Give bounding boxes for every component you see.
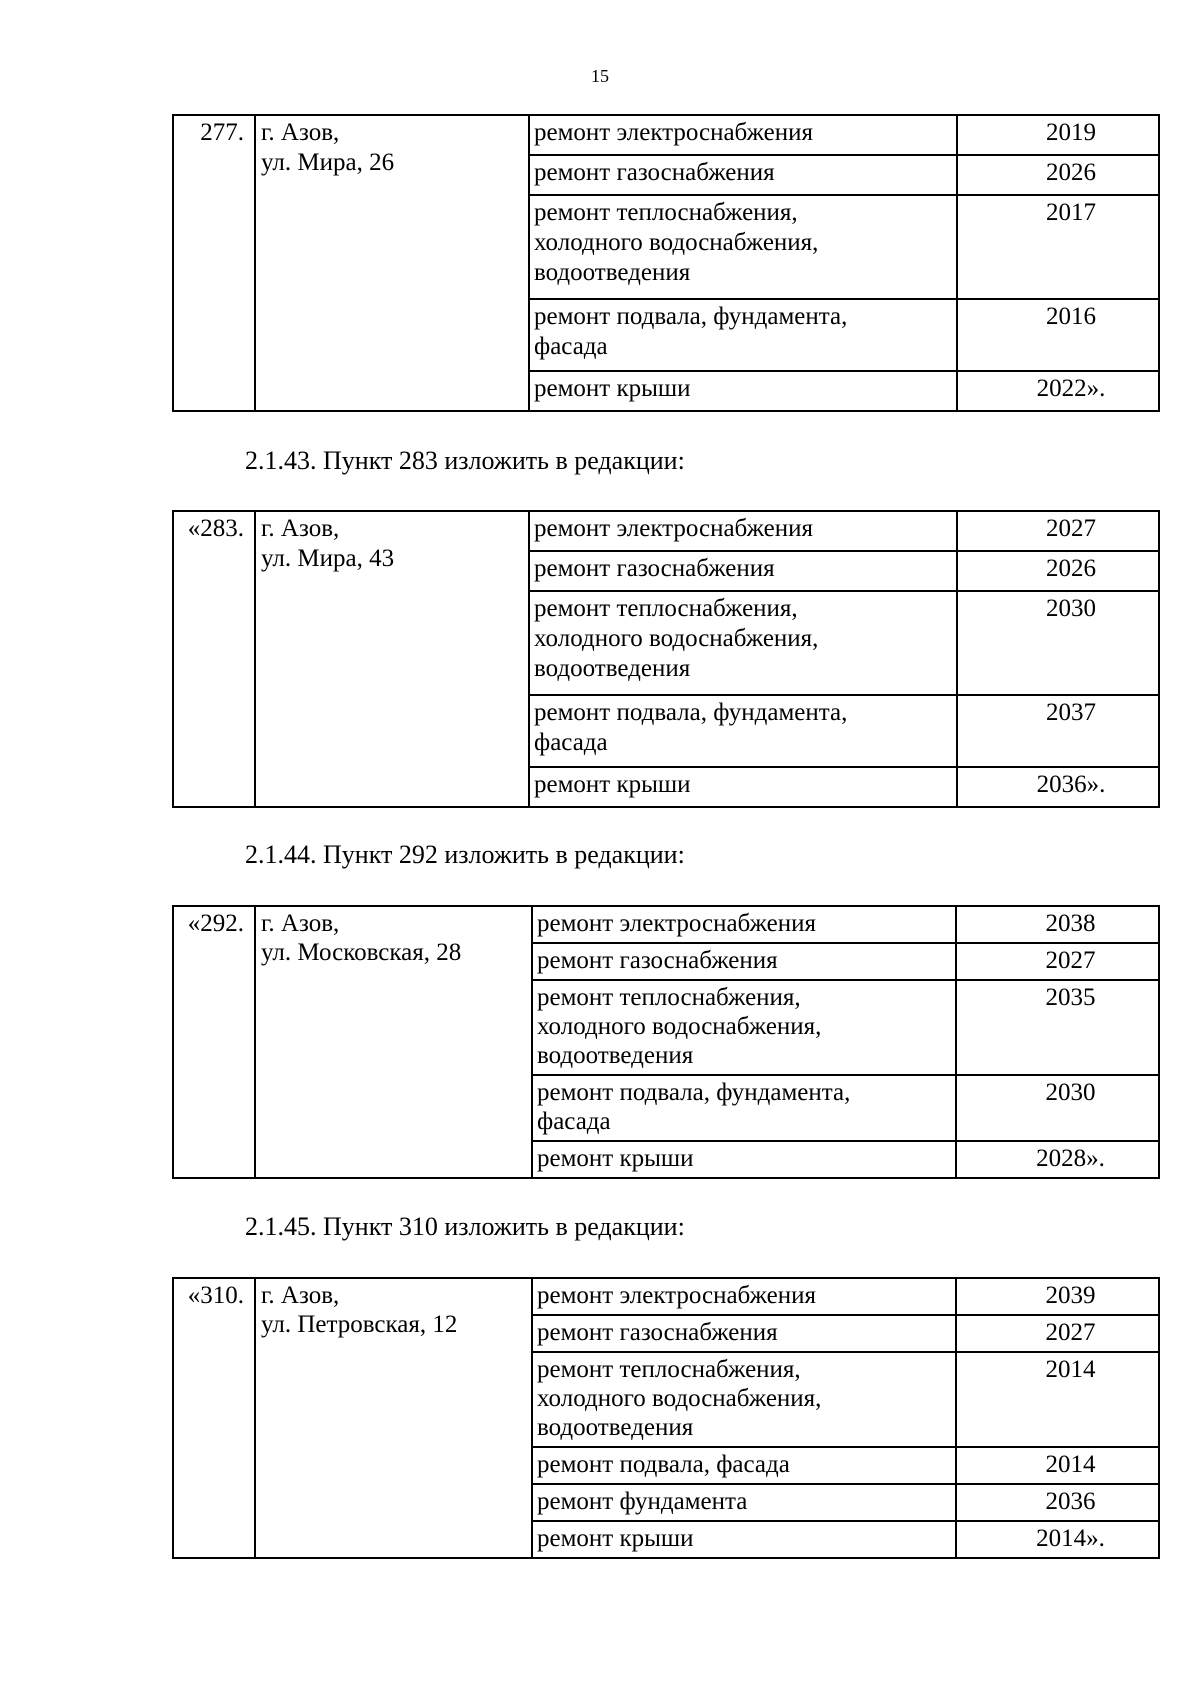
address-line: г. Азов, [261,515,340,542]
work-type-line: ремонт подвала, фундамента, [534,699,848,726]
work-type-cell [529,511,957,551]
work-type-line: ремонт электроснабжения [537,910,816,937]
table-row [173,906,1159,943]
year-cell: 2035 [956,980,1159,1075]
work-type-cell [532,943,956,980]
work-type-cell [532,1521,956,1558]
repair-schedule-table [172,1277,1160,1559]
work-type-cell [532,1352,956,1447]
work-type-cell [529,695,957,767]
work-type-line: ремонт подвала, фундамента, [537,1079,851,1106]
work-type-line: водоотведения [537,1414,694,1441]
section-heading: 2.1.45. Пункт 310 изложить в редакции: [245,1212,685,1241]
year-cell: 2036 [956,1484,1159,1521]
work-type-line: ремонт теплоснабжения, [537,984,801,1011]
address-line: ул. Московская, 28 [261,939,462,966]
work-type-cell [529,767,957,807]
work-type-cell [529,299,957,371]
work-type-line: ремонт теплоснабжения, [534,199,798,226]
address-line: ул. Мира, 43 [261,545,395,572]
year-cell: 2039 [956,1278,1159,1315]
work-type-cell [532,906,956,943]
work-type-line: ремонт подвала, фундамента, [534,303,848,330]
item-number: «292. [173,906,255,1178]
work-type-cell [529,155,957,195]
work-type-line: ремонт крыши [537,1145,694,1172]
repair-schedule-table [172,905,1160,1179]
work-type-line: ремонт теплоснабжения, [534,595,798,622]
work-type-line: ремонт крыши [534,771,691,798]
work-type-cell [529,371,957,411]
work-type-line: холодного водоснабжения, [537,1385,822,1412]
year-cell: 2026 [957,155,1159,195]
section-heading: 2.1.44. Пункт 292 изложить в редакции: [245,840,685,869]
year-cell: 2026 [957,551,1159,591]
year-cell: 2030 [956,1075,1159,1141]
work-type-line: водоотведения [534,259,691,286]
address-line: г. Азов, [261,1282,340,1309]
section-heading: 2.1.43. Пункт 283 изложить в редакции: [245,446,685,475]
work-type-line: фасада [534,729,608,756]
address-cell [255,115,529,411]
work-type-cell [529,551,957,591]
year-cell: 2014 [956,1352,1159,1447]
work-type-line: ремонт крыши [534,375,691,402]
repair-schedule-table [172,114,1160,412]
work-type-line: ремонт газоснабжения [534,159,775,186]
work-type-line: ремонт газоснабжения [537,1319,778,1346]
work-type-cell [532,1447,956,1484]
work-type-cell [532,1075,956,1141]
item-number: 277. [173,115,255,411]
year-cell: 2014 [956,1447,1159,1484]
work-type-line: холодного водоснабжения, [534,229,819,256]
year-cell: 2030 [957,591,1159,695]
work-type-line: фасада [534,333,608,360]
year-cell: 2022». [957,371,1159,411]
address-line: ул. Петровская, 12 [261,1311,458,1338]
address-line: г. Азов, [261,119,340,146]
work-type-line: ремонт крыши [537,1525,694,1552]
work-type-cell [529,591,957,695]
address-line: г. Азов, [261,910,340,937]
work-type-line: ремонт фундамента [537,1488,748,1515]
year-cell: 2014». [956,1521,1159,1558]
year-cell: 2027 [956,943,1159,980]
item-number: «310. [173,1278,255,1558]
work-type-cell [532,1315,956,1352]
year-cell: 2027 [956,1315,1159,1352]
table-row [173,511,1159,551]
year-cell: 2016 [957,299,1159,371]
repair-schedule-table [172,510,1160,808]
work-type-cell [529,115,957,155]
work-type-line: ремонт газоснабжения [534,555,775,582]
address-line: ул. Мира, 26 [261,149,395,176]
work-type-line: ремонт электроснабжения [534,515,813,542]
work-type-line: ремонт теплоснабжения, [537,1356,801,1383]
year-cell: 2027 [957,511,1159,551]
work-type-cell [532,1278,956,1315]
item-number: «283. [173,511,255,807]
year-cell: 2038 [956,906,1159,943]
work-type-line: ремонт подвала, фасада [537,1451,790,1478]
work-type-line: фасада [537,1108,611,1135]
year-cell: 2017 [957,195,1159,299]
work-type-line: ремонт газоснабжения [537,947,778,974]
table-row [173,1278,1159,1315]
year-cell: 2037 [957,695,1159,767]
year-cell: 2028». [956,1141,1159,1178]
page-number: 15 [591,66,609,86]
work-type-cell [532,980,956,1075]
work-type-cell [529,195,957,299]
table-row [173,115,1159,155]
address-cell [255,1278,532,1558]
address-cell [255,906,532,1178]
work-type-line: холодного водоснабжения, [537,1013,822,1040]
work-type-line: ремонт электроснабжения [534,119,813,146]
work-type-line: холодного водоснабжения, [534,625,819,652]
work-type-cell [532,1484,956,1521]
year-cell: 2036». [957,767,1159,807]
work-type-line: водоотведения [534,655,691,682]
work-type-cell [532,1141,956,1178]
year-cell: 2019 [957,115,1159,155]
address-cell [255,511,529,807]
work-type-line: водоотведения [537,1042,694,1069]
work-type-line: ремонт электроснабжения [537,1282,816,1309]
